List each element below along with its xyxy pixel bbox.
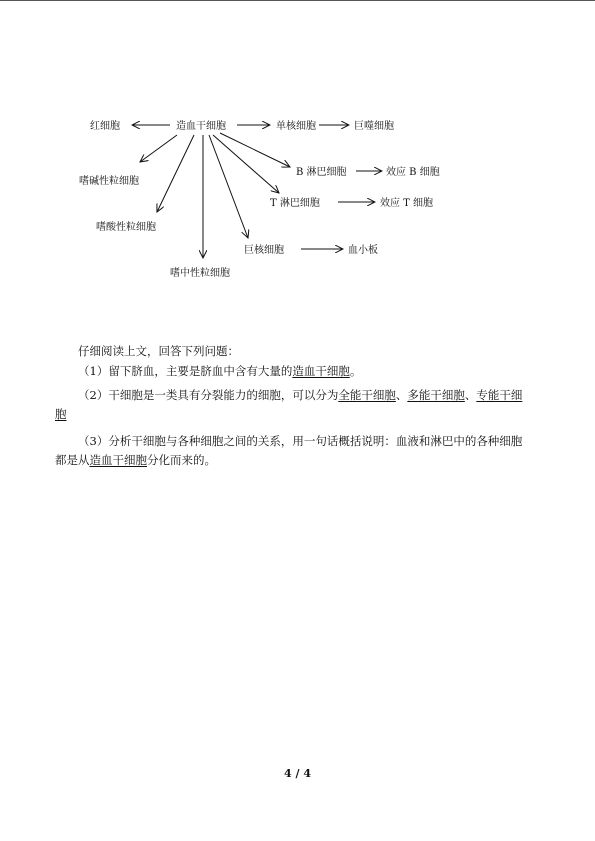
arrow-to-megakaryocyte xyxy=(209,135,248,238)
question-3-line-2 xyxy=(55,451,543,470)
node-effector-t-cell: 效应 T 细胞 xyxy=(380,198,434,209)
node-t-lymphocyte: T 淋巴细胞 xyxy=(270,198,320,209)
arrow-to-eosinophil xyxy=(157,135,194,212)
q2-answer-3-line2: 胞 xyxy=(55,407,67,421)
q1-suffix: 。 xyxy=(349,364,362,378)
page-number: 4 / 4 xyxy=(284,767,311,780)
question-1 xyxy=(55,361,543,381)
node-megakaryocyte: 巨核细胞 xyxy=(244,245,284,256)
q2-answer-3-line1: 专能干细 xyxy=(476,388,523,402)
node-neutrophil: 嗜中性粒细胞 xyxy=(170,268,230,279)
intro-text: 仔细阅读上文，回答下列问题： xyxy=(78,344,239,358)
node-eosinophil: 嗜酸性粒细胞 xyxy=(96,222,156,233)
q2-sep-1: 、 xyxy=(395,388,408,402)
q1-prefix: （1）留下脐血，主要是脐血中含有大量的 xyxy=(78,364,293,378)
node-effector-b-cell: 效应 B 细胞 xyxy=(386,167,440,178)
q2-prefix: （2）干细胞是一类具有分裂能力的细胞，可以分为 xyxy=(78,388,339,402)
node-platelet: 血小板 xyxy=(348,245,378,256)
question-2-continued xyxy=(55,405,543,424)
q3-prefix: 都是从 xyxy=(55,453,90,467)
arrow-to-basophil xyxy=(140,135,177,162)
node-hematopoietic-stem-cell: 造血干细胞 xyxy=(176,121,226,132)
cell-differentiation-diagram xyxy=(0,0,595,330)
node-basophil: 嗜碱性粒细胞 xyxy=(79,176,139,187)
arrow-to-t-lymphocyte xyxy=(213,135,279,193)
q2-sep-2: 、 xyxy=(464,388,477,402)
node-red-blood-cell: 红细胞 xyxy=(90,121,120,132)
node-macrophage: 巨噬细胞 xyxy=(354,121,394,132)
question-2 xyxy=(55,386,543,405)
q2-answer-1: 全能干细胞 xyxy=(338,388,396,402)
q3-suffix: 分化而来的。 xyxy=(147,453,216,467)
q1-answer: 造血干细胞 xyxy=(292,364,350,378)
node-monocyte: 单核细胞 xyxy=(276,121,316,132)
node-b-lymphocyte: B 淋巴细胞 xyxy=(296,167,347,178)
q2-answer-2: 多能干细胞 xyxy=(407,388,465,402)
q3-answer: 造血干细胞 xyxy=(89,453,147,467)
question-3-line-1: （3）分析干细胞与各种细胞之间的关系，用一句话概括说明：血液和淋巴中的各种细胞 xyxy=(78,434,523,448)
